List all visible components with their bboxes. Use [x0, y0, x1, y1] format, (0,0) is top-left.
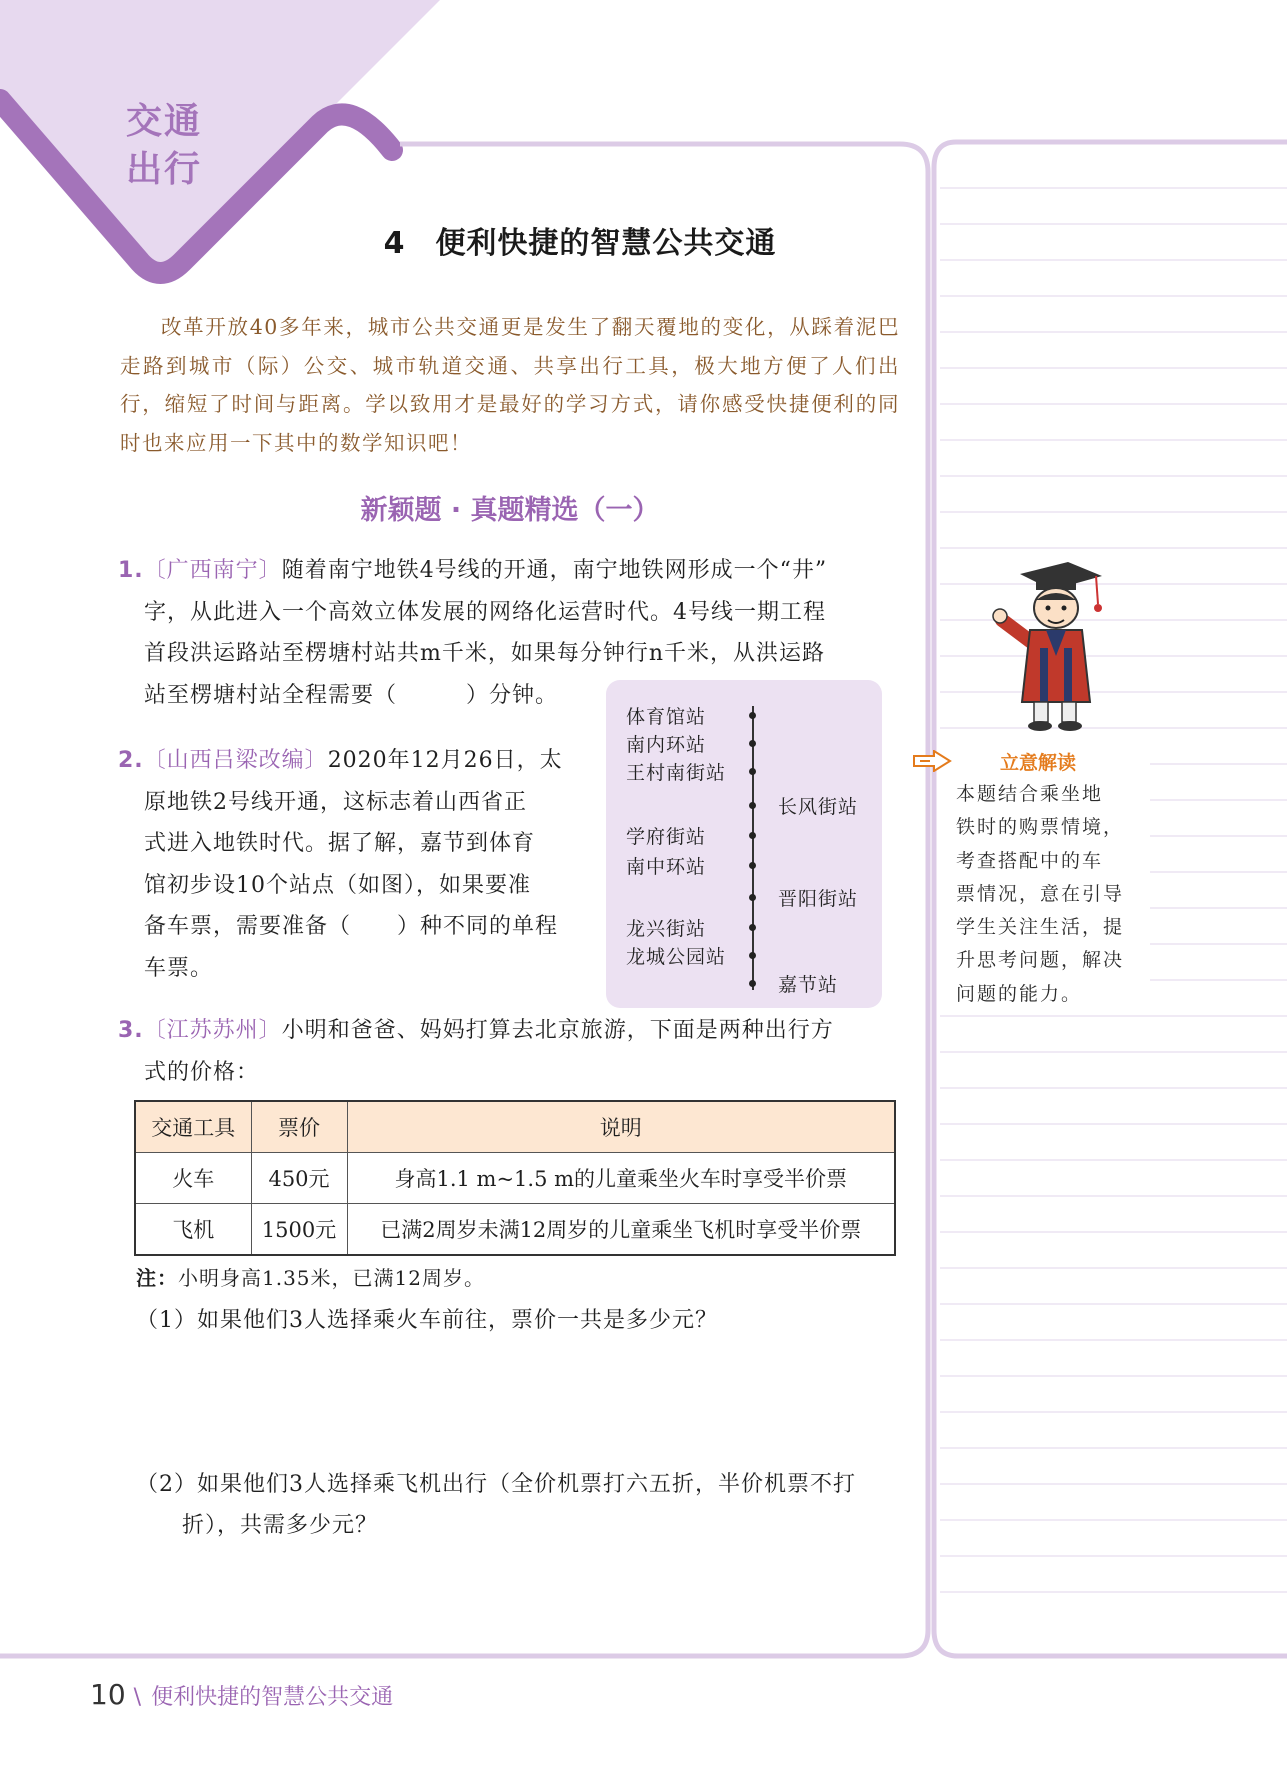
table-header-row	[135, 1101, 895, 1153]
side-note-line: 问题的能力。	[956, 982, 1083, 1005]
table-cell: 已满2周岁未满12周岁的儿童乘坐飞机时享受半价票	[347, 1204, 895, 1256]
question-text: 备车票，需要准备（ ）种不同的单程	[144, 914, 559, 939]
table-cell: 1500元	[251, 1204, 347, 1256]
question-number: 3.	[118, 1018, 144, 1043]
question-text: 随着南宁地铁4号线的开通，南宁地铁网形成一个“井”	[281, 558, 828, 583]
question-text: 首段洪运路站至楞塘村站共m千米，如果每分钟行n千米，从洪运路	[144, 641, 826, 666]
question-text: 站至楞塘村站全程需要（ ）分钟。	[144, 682, 559, 708]
question-number: 1.	[118, 558, 144, 583]
lesson-title-text: 便利快捷的智慧公共交通	[435, 226, 777, 261]
table-header: 说明	[347, 1101, 895, 1153]
fare-table	[134, 1100, 896, 1256]
station-dot	[749, 952, 756, 959]
station-dot	[749, 740, 756, 747]
section-title: 新颖题 · 真题精选（一）	[360, 495, 660, 526]
note-text: 小明身高1.35米，已满12周岁。	[178, 1266, 485, 1290]
table-cell: 飞机	[135, 1204, 251, 1256]
table-cell: 火车	[135, 1153, 251, 1204]
station-dot	[749, 802, 756, 809]
question-3	[118, 1010, 908, 1093]
table-row	[135, 1153, 895, 1204]
question-text: 小明和爸爸、妈妈打算去北京旅游，下面是两种出行方	[281, 1018, 834, 1043]
sub-question-1: （1）如果他们3人选择乘火车前往，票价一共是多少元？	[136, 1308, 718, 1333]
lesson-title	[300, 218, 860, 262]
station-label: 王村南街站	[626, 762, 727, 784]
page-number: 10	[90, 1678, 126, 1711]
table-cell: 450元	[251, 1153, 347, 1204]
unit-label	[126, 98, 226, 194]
station-label: 龙城公园站	[626, 946, 727, 968]
side-note-line: 学生关注生活，提	[956, 916, 1125, 939]
station-dot	[749, 768, 756, 775]
question-text: 字，从此进入一个高效立体发展的网络化运营时代。4号线一期工程	[144, 599, 826, 625]
table-row	[135, 1204, 895, 1256]
side-note-line: 铁时的购票情境，	[956, 816, 1125, 839]
table-note	[136, 1262, 485, 1291]
table-header: 票价	[251, 1101, 347, 1153]
station-label: 南中环站	[626, 856, 707, 878]
metro-line	[752, 706, 754, 990]
station-dot	[749, 832, 756, 839]
footer-title: 便利快捷的智慧公共交通	[151, 1685, 394, 1710]
question-text: 2020年12月26日，太	[327, 748, 563, 773]
side-note-line: 票情况，意在引导	[956, 882, 1125, 905]
question-source: 〔广西南宁〕	[143, 558, 282, 583]
page-footer	[90, 1678, 393, 1711]
unit-label-line2: 出行	[126, 149, 203, 190]
side-note-line: 升思考问题，解决	[956, 949, 1125, 972]
side-note-line: 本题结合乘坐地	[956, 783, 1104, 805]
side-note-title: 立意解读	[1000, 752, 1077, 774]
question-source: 〔江苏苏州〕	[143, 1018, 282, 1043]
station-dot	[749, 980, 756, 987]
arrow-right-icon	[912, 750, 952, 772]
question-text: 车票。	[144, 955, 214, 981]
station-dot	[749, 894, 756, 901]
intro-text: 改革开放40多年来，城市公共交通更是发生了翻天覆地的变化，从踩着泥巴走路到城市（际）公交、城市轨道交通、共享出行工具，极大地方便了人们出行，缩短了时间与距离。学以致用才是最好的学习方式，请你感受快捷便利的同时也来应用一下其中的数学知识吧！	[120, 315, 900, 455]
question-2	[118, 740, 598, 989]
question-text: 馆初步设10个站点（如图），如果要准	[144, 872, 531, 898]
question-text: 原地铁2号线开通，这标志着山西省正	[144, 789, 527, 815]
station-dot	[749, 712, 756, 719]
side-note-body	[956, 778, 1132, 1011]
sub-question-text: （2）如果他们3人选择乘飞机出行（全价机票打六五折，半价机票不打	[136, 1472, 856, 1497]
footer-separator: \	[133, 1685, 142, 1710]
station-dot	[749, 924, 756, 931]
station-label: 学府街站	[626, 826, 707, 848]
intro-paragraph	[120, 308, 900, 462]
unit-label-line1: 交通	[126, 101, 203, 142]
station-label: 南内环站	[626, 734, 707, 756]
station-label: 龙兴街站	[626, 918, 707, 940]
station-dot	[749, 862, 756, 869]
graduate-character-icon	[990, 556, 1120, 732]
question-text: 式的价格：	[144, 1059, 260, 1085]
station-label: 体育馆站	[626, 706, 707, 728]
sub-question-2	[136, 1464, 906, 1546]
question-text: 式进入地铁时代。据了解，嘉节到体育	[144, 831, 536, 856]
station-label: 长风街站	[778, 796, 859, 818]
question-source: 〔山西吕梁改编〕	[143, 748, 328, 773]
table-header: 交通工具	[135, 1101, 251, 1153]
question-number: 2.	[118, 748, 144, 773]
note-label: 注：	[136, 1266, 178, 1290]
lesson-number: 4	[383, 226, 406, 261]
station-label: 嘉节站	[778, 974, 839, 996]
sub-question-text: 折），共需多少元？	[182, 1513, 379, 1538]
table-cell: 身高1.1 m~1.5 m的儿童乘坐火车时享受半价票	[347, 1153, 895, 1204]
side-note-line: 考查搭配中的车	[956, 849, 1104, 872]
metro-line-diagram	[606, 680, 882, 1008]
station-label: 晋阳街站	[778, 888, 859, 910]
